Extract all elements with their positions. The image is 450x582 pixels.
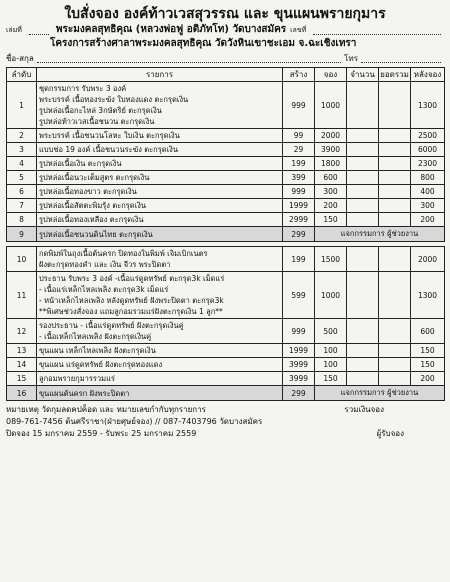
- footer-dates: ปิดจอง 15 มกราคม 2559 - รับพระ 25 มกราคม 2559: [6, 429, 197, 438]
- cell-item: [37, 344, 283, 358]
- cell-after: 2300: [411, 157, 445, 171]
- cell-no: 5: [7, 171, 37, 185]
- cell-book: 300: [315, 185, 347, 199]
- item-line: รูปหล่อเนื้อนวะเต็มสูตร ตะกรุดเงิน: [39, 173, 150, 182]
- item-line: ขุนแผน แร่ดูดทรัพย์ ฝังตะกรุดทองแดง: [39, 360, 163, 369]
- header-project-line: โครงการสร้างศาลาพระมงคลสุทธิคุณ วัดวังหินเขาชะเอม จ.ฉะเชิงเทรา: [50, 38, 357, 49]
- cell-item: [37, 372, 283, 386]
- item-line: รูปหล่อเนื้อเงิน ตะกรุดเงิน: [39, 159, 122, 168]
- cell-no: 11: [7, 272, 37, 319]
- cell-item: [37, 247, 283, 272]
- item-line: แบบช่อ 19 องค์ เนื้อชนวนระฆัง ตะกรุดเงิน: [39, 145, 178, 154]
- cell-no: 1: [7, 82, 37, 129]
- table-row: [7, 143, 445, 157]
- cell-book: 2000: [315, 129, 347, 143]
- footer-note: หมายเหตุ วัดกุมลดคปค็อด และ หมายเลขกำกับทุกรายการ: [6, 405, 206, 414]
- cell-after: 600: [411, 319, 445, 344]
- footer: [6, 404, 444, 440]
- number-field[interactable]: [313, 27, 441, 35]
- cell-item: [37, 171, 283, 185]
- order-table: [6, 67, 445, 401]
- cell-book: 200: [315, 199, 347, 213]
- item-line: กดพิมพ์ในถุงเนื้อต้นครก ปิดทองในพิมพ์ เจิมเบิกเนตร: [39, 249, 208, 258]
- name-field[interactable]: [37, 55, 341, 63]
- cell-make: 299: [283, 386, 315, 401]
- table-row: [7, 386, 445, 401]
- cell-total[interactable]: [379, 372, 411, 386]
- number-label: เลขที่: [290, 26, 307, 34]
- table-row: [7, 272, 445, 319]
- cell-item: [37, 185, 283, 199]
- cell-make: 2999: [283, 213, 315, 227]
- book-number-label: เล่มที่: [6, 26, 22, 34]
- cell-book: 3900: [315, 143, 347, 157]
- footer-total-label: รวมเงินจอง: [344, 405, 384, 414]
- cell-book: 150: [315, 372, 347, 386]
- item-line: รูปหล่อเนื้อทองเหลือง ตะกรุดเงิน: [39, 215, 144, 224]
- cell-total[interactable]: [379, 157, 411, 171]
- cell-qty[interactable]: [347, 372, 379, 386]
- cell-item: [37, 157, 283, 171]
- cell-total[interactable]: [379, 358, 411, 372]
- cell-qty[interactable]: [347, 272, 379, 319]
- cell-after: 2000: [411, 247, 445, 272]
- cell-no: 15: [7, 372, 37, 386]
- cell-qty[interactable]: [347, 199, 379, 213]
- cell-item: [37, 143, 283, 157]
- col-header-after: หลังจอง: [411, 68, 445, 82]
- table-row: [7, 319, 445, 344]
- page-title: ใบสั่งจอง องค์ท้าวเวสสุวรรณ และ ขุนแผนพรายกุมาร: [64, 6, 386, 22]
- item-line: รูปหล่อเนื้อทองขาว ตะกรุดเงิน: [39, 187, 137, 196]
- header-line-1: [6, 23, 444, 37]
- item-line: ฝังตะกรุดทองคำ และ เงิน จีวร พระปิดตา: [39, 260, 171, 269]
- table-header-row: [7, 68, 445, 82]
- cell-qty[interactable]: [347, 319, 379, 344]
- cell-after: 1300: [411, 82, 445, 129]
- cell-qty[interactable]: [347, 358, 379, 372]
- cell-qty[interactable]: [347, 171, 379, 185]
- cell-no: 3: [7, 143, 37, 157]
- cell-after: 1300: [411, 272, 445, 319]
- cell-book: 100: [315, 344, 347, 358]
- item-line: รูปหล่อเนื้อชนวนดินไทย ตะกรุดเงิน: [39, 229, 153, 239]
- cell-make: 599: [283, 272, 315, 319]
- cell-book: 1800: [315, 157, 347, 171]
- cell-make: 999: [283, 319, 315, 344]
- cell-after: 300: [411, 199, 445, 213]
- cell-total[interactable]: [379, 319, 411, 344]
- cell-no: 4: [7, 157, 37, 171]
- table-row: [7, 213, 445, 227]
- item-line: พระบรรค์ เนื้อชนวนโลหะ ใบเงิน ตะกรุดเงิน: [39, 131, 180, 140]
- item-line: ชุดกรรมการ รับพระ 3 องค์: [39, 84, 127, 93]
- cell-after: 2500: [411, 129, 445, 143]
- cell-make: 199: [283, 157, 315, 171]
- item-line: **พิเศษช่วงสั่งจอง แถมลูกอมรวมแร่ฝังตะกรุดเงิน 1 ลูก**: [39, 307, 223, 316]
- cell-no: 2: [7, 129, 37, 143]
- cell-item: [37, 272, 283, 319]
- item-line: ประธาน รับพระ 3 องค์ -เนื้อแร่ดูดทรัพย์ ตะกรุด3k เม็ดแร่: [39, 274, 225, 283]
- cell-no: 14: [7, 358, 37, 372]
- cell-book: 100: [315, 358, 347, 372]
- cell-total[interactable]: [379, 213, 411, 227]
- table-row: [7, 82, 445, 129]
- table-row: [7, 344, 445, 358]
- footer-receiver-label: ผู้รับจอง: [376, 429, 404, 438]
- cell-item: [37, 227, 283, 242]
- table-row: [7, 227, 445, 242]
- table-row: [7, 358, 445, 372]
- cell-item: [37, 358, 283, 372]
- table-row: [7, 372, 445, 386]
- cell-make: 29: [283, 143, 315, 157]
- cell-book: 600: [315, 171, 347, 185]
- item-line: - หน้าเหล็กไหลเพลิง หลังดูดทรัพย์ ฝังพระปิดตา ตะกรุด3k: [39, 296, 224, 305]
- cell-book: 1500: [315, 247, 347, 272]
- cell-no: 12: [7, 319, 37, 344]
- tel-label: โทร: [344, 54, 358, 63]
- cell-total[interactable]: [379, 272, 411, 319]
- footer-contact: 089-761-7456 ต้นศรีราชา(ฝ่ายศุษย์จอง) // 087-7403796 วัดบางสมัคร: [6, 417, 263, 426]
- cell-qty[interactable]: [347, 213, 379, 227]
- item-line: รูปหล่อเนื้อสัตตะพิมรุ้ง ตะกรุดเงิน: [39, 201, 147, 210]
- cell-after: 400: [411, 185, 445, 199]
- cell-make: 299: [283, 227, 315, 242]
- book-number-field[interactable]: [29, 27, 49, 35]
- item-line: รองประธาน - เนื้อแร่ดูดทรัพย์ ฝังตะกรุดเงินคู่: [39, 321, 184, 330]
- col-header-make: สร้าง: [283, 68, 315, 82]
- item-line: ขุนแผน เหล็กไหลเพลิง ฝังตะกรุดเงิน: [39, 346, 156, 355]
- cell-qty[interactable]: [347, 157, 379, 171]
- cell-item: [37, 82, 283, 129]
- cell-item: [37, 129, 283, 143]
- col-header-item: รายการ: [37, 68, 283, 82]
- cell-merged-note: แจกกรรมการ ผู้ช่วยงาน: [315, 227, 445, 242]
- col-header-book: จอง: [315, 68, 347, 82]
- col-header-qty: จำนวน: [347, 68, 379, 82]
- cell-make: 999: [283, 82, 315, 129]
- item-line: พระบรรค์ เนื้อทองระฆัง ใบทองแดง ตะกรุดเงิน: [39, 95, 189, 104]
- cell-no: 7: [7, 199, 37, 213]
- cell-total[interactable]: [379, 171, 411, 185]
- cell-no: 10: [7, 247, 37, 272]
- cell-book: 1000: [315, 82, 347, 129]
- cell-qty[interactable]: [347, 129, 379, 143]
- cell-no: 8: [7, 213, 37, 227]
- name-line: [6, 53, 444, 65]
- name-label: ชื่อ-สกุล: [6, 54, 34, 63]
- cell-qty[interactable]: [347, 82, 379, 129]
- cell-after: 200: [411, 372, 445, 386]
- cell-total[interactable]: [379, 129, 411, 143]
- item-line: รูปหล่อเนื้อกะไหล่ 3กษัตริย์ ตะกรุดเงิน: [39, 106, 162, 115]
- cell-after: 150: [411, 358, 445, 372]
- cell-item: [37, 319, 283, 344]
- cell-total[interactable]: [379, 247, 411, 272]
- cell-qty[interactable]: [347, 143, 379, 157]
- table-row: [7, 247, 445, 272]
- cell-total[interactable]: [379, 82, 411, 129]
- table-row: [7, 171, 445, 185]
- cell-item: [37, 199, 283, 213]
- cell-no: 6: [7, 185, 37, 199]
- cell-item: [37, 213, 283, 227]
- cell-qty[interactable]: [347, 247, 379, 272]
- cell-make: 3999: [283, 372, 315, 386]
- item-line: - เนื้อเหล็กไหลเพลิง ฝังตะกรุดเงินคู่: [39, 332, 152, 341]
- col-header-total: ยอดรวม: [379, 68, 411, 82]
- cell-make: 1999: [283, 344, 315, 358]
- cell-total[interactable]: [379, 199, 411, 213]
- table-row: [7, 185, 445, 199]
- cell-make: 999: [283, 185, 315, 199]
- tel-field[interactable]: [361, 55, 441, 63]
- cell-item: [37, 386, 283, 401]
- cell-make: 99: [283, 129, 315, 143]
- item-line: รูปหล่อท้าวเวสเนื้อชนวน ตะกรุดเงิน: [39, 117, 155, 126]
- header-temple-line: พระมงคลสุทธิคุณ (หลวงพ่อฟู อติภัทโท) วัดบางสมัคร: [55, 24, 287, 35]
- cell-after: 200: [411, 213, 445, 227]
- cell-no: 9: [7, 227, 37, 242]
- item-line: ลูกอมพรายกุมารรวมแร่: [39, 374, 115, 383]
- cell-qty[interactable]: [347, 185, 379, 199]
- col-header-no: ลำดับ: [7, 68, 37, 82]
- cell-total[interactable]: [379, 185, 411, 199]
- cell-qty[interactable]: [347, 344, 379, 358]
- cell-book: 500: [315, 319, 347, 344]
- cell-after: 800: [411, 171, 445, 185]
- cell-book: 150: [315, 213, 347, 227]
- cell-book: 1000: [315, 272, 347, 319]
- table-row: [7, 199, 445, 213]
- cell-make: 399: [283, 171, 315, 185]
- cell-no: 13: [7, 344, 37, 358]
- cell-total[interactable]: [379, 143, 411, 157]
- cell-make: 3999: [283, 358, 315, 372]
- table-row: [7, 157, 445, 171]
- cell-merged-note: แจกกรรมการ ผู้ช่วยงาน: [315, 386, 445, 401]
- cell-after: 6000: [411, 143, 445, 157]
- cell-no: 16: [7, 386, 37, 401]
- header-line-2: [6, 37, 444, 51]
- cell-make: 1999: [283, 199, 315, 213]
- table-row: [7, 129, 445, 143]
- cell-after: 150: [411, 344, 445, 358]
- cell-total[interactable]: [379, 344, 411, 358]
- cell-make: 199: [283, 247, 315, 272]
- item-line: - เนื้อแร่เหล็กไหลเพลิง ตะกรุด3k เม็ดแร่: [39, 285, 169, 294]
- item-line: ขุนแผนต้นครก ฝังพระปิดตา: [39, 388, 130, 398]
